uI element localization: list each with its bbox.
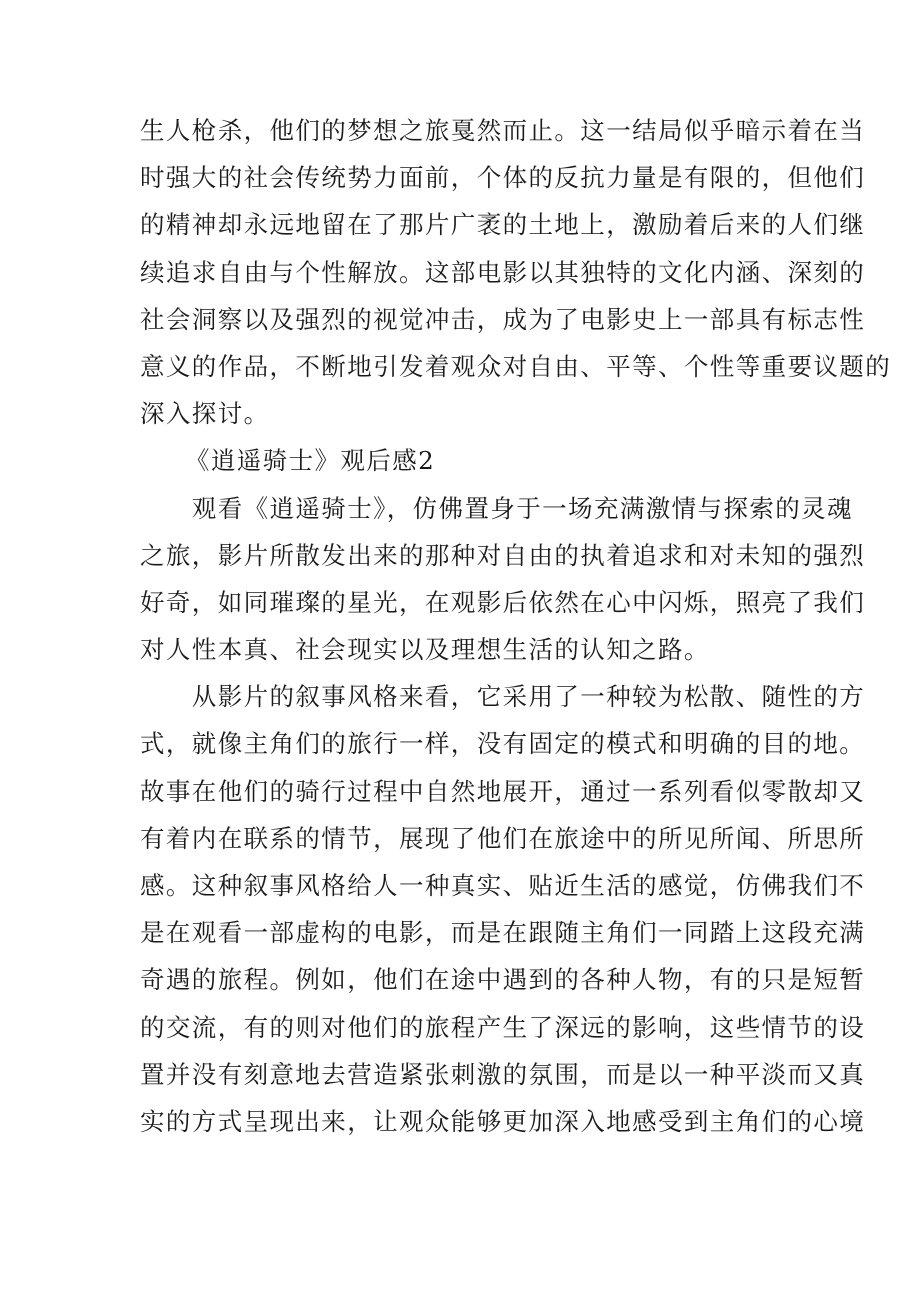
- text-line: 奇遇的旅程。例如，他们在途中遇到的各种人物，有的只是短暂: [140, 965, 866, 995]
- section-heading: [140, 437, 792, 484]
- text-line: 观看《逍遥骑士》，仿佛置身于一场充满激情与探索的灵魂: [140, 493, 853, 523]
- text-line: 式，就像主角们的旅行一样，没有固定的模式和明确的目的地。: [140, 729, 866, 759]
- paragraph-intro: [140, 485, 866, 674]
- text-line: 续追求自由与个性解放。这部电影以其独特的文化内涵、深刻的: [140, 257, 866, 287]
- text-line: 从影片的叙事风格来看，它采用了一种较为松散、随性的方: [140, 682, 866, 712]
- text-line: 故事在他们的骑行过程中自然地展开，通过一系列看似零散却又: [140, 776, 866, 806]
- text-line: 置并没有刻意地去营造紧张刺激的氛围，而是以一种平淡而又真: [140, 1059, 866, 1089]
- text-line: 的精神却永远地留在了那片广袤的土地上，激励着后来的人们继: [140, 210, 866, 240]
- text-line: 实的方式呈现出来，让观众能够更加深入地感受到主角们的心境: [140, 1106, 866, 1136]
- text-line: 有着内在联系的情节，展现了他们在旅途中的所见所闻、所思所: [140, 823, 866, 853]
- text-line: 是在观看一部虚构的电影，而是在跟随主角们一同踏上这段充满: [140, 918, 866, 948]
- text-line: 之旅，影片所散发出来的那种对自由的执着追求和对未知的强烈: [140, 540, 866, 570]
- text-line: 对人性本真、社会现实以及理想生活的认知之路。: [140, 635, 710, 665]
- text-line: 的交流，有的则对他们的旅程产生了深远的影响，这些情节的设: [140, 1012, 866, 1042]
- paragraph-ending: [140, 107, 892, 437]
- paragraph-narrative-style: [140, 673, 866, 1145]
- heading-line: 《逍遥骑士》观后感2: [185, 446, 436, 476]
- text-line: 感。这种叙事风格给人一种真实、贴近生活的感觉，仿佛我们不: [140, 871, 866, 900]
- text-line: 意义的作品，不断地引发着观众对自由、平等、个性等重要议题的: [140, 351, 892, 381]
- text-line: 好奇，如同璀璨的星光，在观影后依然在心中闪烁，照亮了我们: [140, 587, 866, 617]
- text-line: 深入探讨。: [140, 399, 270, 429]
- text-line: 时强大的社会传统势力面前，个体的反抗力量是有限的，但他们: [140, 163, 866, 193]
- text-line: 生人枪杀，他们的梦想之旅戛然而止。这一结局似乎暗示着在当: [140, 116, 866, 145]
- text-line: 社会洞察以及强烈的视觉冲击，成为了电影史上一部具有标志性: [140, 304, 866, 334]
- document-page: [140, 107, 892, 1145]
